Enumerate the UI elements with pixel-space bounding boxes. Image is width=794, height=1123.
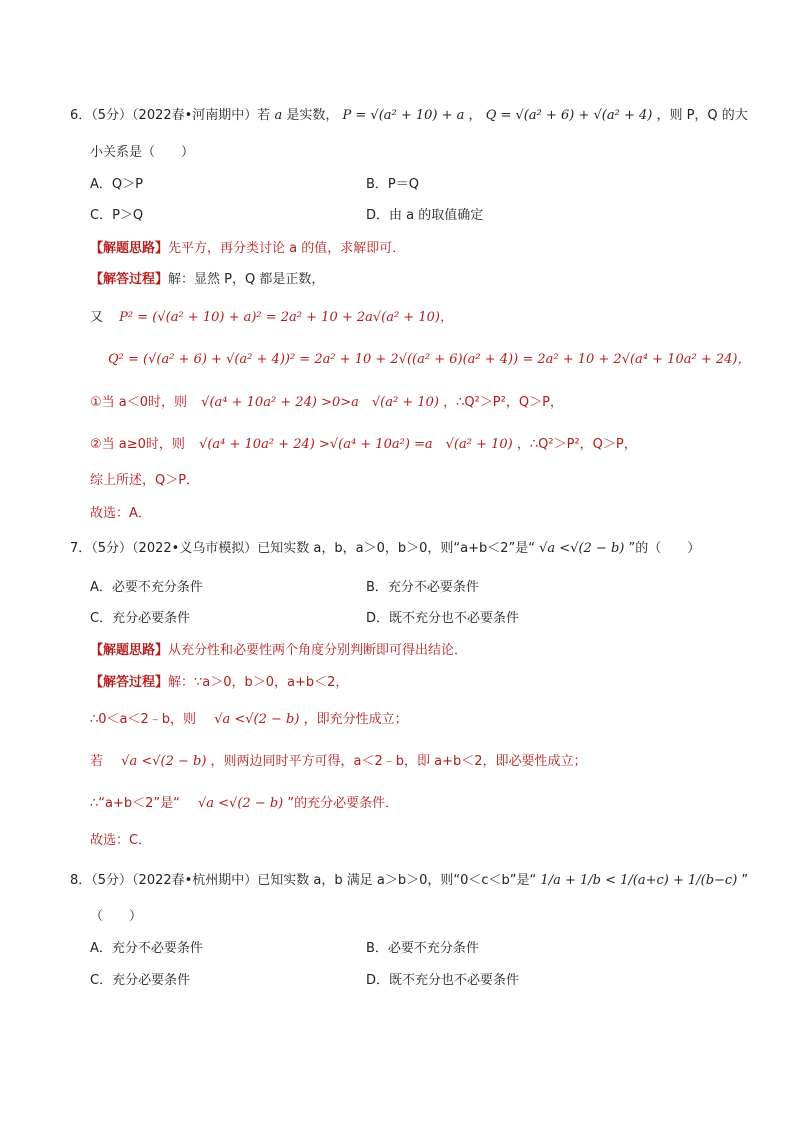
q8-stem-line2: （ ）	[90, 909, 143, 924]
q6-answer: 故选：A．	[90, 506, 151, 521]
q6-case2	[90, 436, 637, 454]
q6-step2-math: Q² = (√(a² + 6) + √(a² + 4))² = 2a² + 10 + 2√((a² + 6)(a² + 4)) = 2a² + 10 + 2√(a⁴ + 10a² + 24)，	[108, 352, 751, 367]
q7-step2	[90, 753, 587, 771]
q6-summary: 综上所述，Q＞P．	[90, 473, 200, 488]
q8-option-a: A．充分不必要条件	[90, 941, 203, 956]
q6-thinking	[90, 240, 405, 258]
q6-p-expression: P = √(a² + 10) + a	[342, 108, 465, 123]
q7-option-a: A．必要不充分条件	[90, 580, 203, 595]
q7-header-math: √a <√(2 − b)	[539, 541, 625, 556]
q6-case2-prefix: ②当 a≥0时，则	[90, 437, 185, 452]
q7-process-text: 解：∵a＞0，b＞0，a+b＜2，	[168, 675, 349, 690]
q6-case2-math: √(a⁴ + 10a² + 24) >√(a⁴ + 10a²) =a √(a² + 10)	[199, 437, 513, 452]
q7-option-c: C．充分必要条件	[90, 611, 191, 626]
q7-step2-suffix: ，则两边同时平方可得，a＜2﹣b，即 a+b＜2，即必要性成立；	[210, 754, 587, 769]
q7-step1-prefix: ∴0＜a＜2﹣b，则	[90, 712, 197, 727]
q6-process-text: 解：显然 P，Q 都是正数，	[168, 272, 325, 287]
q6-case1-math: √(a⁴ + 10a² + 24) >0>a √(a² + 10)	[201, 395, 439, 410]
q8-header-math: 1/a + 1/b < 1/(a+c) + 1/(b−c)	[540, 873, 738, 888]
q6-case1-prefix: ①当 a＜0时，则	[90, 395, 188, 410]
q7-stem	[70, 540, 700, 558]
q7-header: 7．（5分）（2022•义乌市模拟）已知实数 a，b，a＞0，b＞0，则“a+b＜2”是“	[70, 541, 535, 556]
q7-header-tail: ”的（ ）	[628, 541, 701, 556]
q7-process	[90, 674, 348, 692]
q6-process-tag: 【解答过程】	[90, 272, 169, 287]
q8-stem	[70, 872, 748, 890]
q8-option-b: B．必要不充分条件	[366, 941, 479, 956]
q6-separator: ，	[468, 108, 482, 123]
q7-option-b: B．充分不必要条件	[366, 580, 479, 595]
q6-stem	[70, 107, 748, 125]
q6-step1-prefix: 又	[90, 310, 104, 325]
q7-conclusion-math: √a <√(2 − b)	[198, 796, 284, 811]
q7-option-d: D．既不充分也不必要条件	[366, 611, 520, 626]
q7-conclusion	[90, 795, 398, 813]
q7-step1-suffix: ，即充分性成立；	[303, 712, 408, 727]
q6-option-d: D．由 a 的取值确定	[366, 208, 484, 223]
q6-case1	[90, 394, 563, 412]
q6-stem-line2: 小关系是（ ）	[90, 145, 195, 160]
q6-case1-suffix: ，∴Q²＞P²，Q＞P，	[443, 395, 563, 410]
q7-step1	[90, 711, 408, 729]
q6-thinking-text: 先平方，再分类讨论 a 的值，求解即可．	[168, 241, 406, 256]
q8-header-tail: ”	[741, 873, 749, 888]
q6-option-a: A．Q＞P	[90, 177, 143, 192]
q6-cond-text: 是实数，	[286, 108, 339, 123]
q8-option-c: C．充分必要条件	[90, 973, 191, 988]
q6-process	[90, 271, 324, 289]
q7-conclusion-suffix: ”的充分必要条件．	[287, 796, 399, 811]
q6-option-c: C．P＞Q	[90, 208, 144, 223]
q7-answer: 故选：C．	[90, 833, 152, 848]
q7-thinking-text: 从充分性和必要性两个角度分别判断即可得出结论．	[168, 643, 468, 658]
q6-step2	[108, 351, 750, 369]
q6-q-expression: Q = √(a² + 6) + √(a² + 4)	[485, 108, 653, 123]
q6-step1	[90, 309, 453, 327]
q7-thinking	[90, 642, 467, 660]
q7-process-tag: 【解答过程】	[90, 675, 169, 690]
q7-step2-prefix: 若	[90, 754, 104, 769]
q6-cond-var: a	[274, 108, 283, 123]
q7-conclusion-prefix: ∴“a+b＜2”是“	[90, 796, 180, 811]
q7-step1-math: √a <√(2 − b)	[214, 712, 300, 727]
q6-case2-suffix: ，∴Q²＞P²，Q＞P，	[516, 437, 637, 452]
q8-header: 8．（5分）（2022春•杭州期中）已知实数 a，b 满足 a＞b＞0，则“0＜c＜b”是“	[70, 873, 537, 888]
q7-step2-math: √a <√(2 − b)	[121, 754, 207, 769]
q6-thinking-tag: 【解题思路】	[90, 241, 169, 256]
q6-tail: ，则 P，Q 的大	[656, 108, 748, 123]
q6-step1-math: P² = (√(a² + 10) + a)² = 2a² + 10 + 2a√(a² + 10)，	[119, 310, 453, 325]
q7-thinking-tag: 【解题思路】	[90, 643, 169, 658]
q8-option-d: D．既不充分也不必要条件	[366, 973, 520, 988]
q6-option-b: B．P＝Q	[366, 177, 419, 192]
q6-header: 6．（5分）（2022春•河南期中）若	[70, 108, 271, 123]
